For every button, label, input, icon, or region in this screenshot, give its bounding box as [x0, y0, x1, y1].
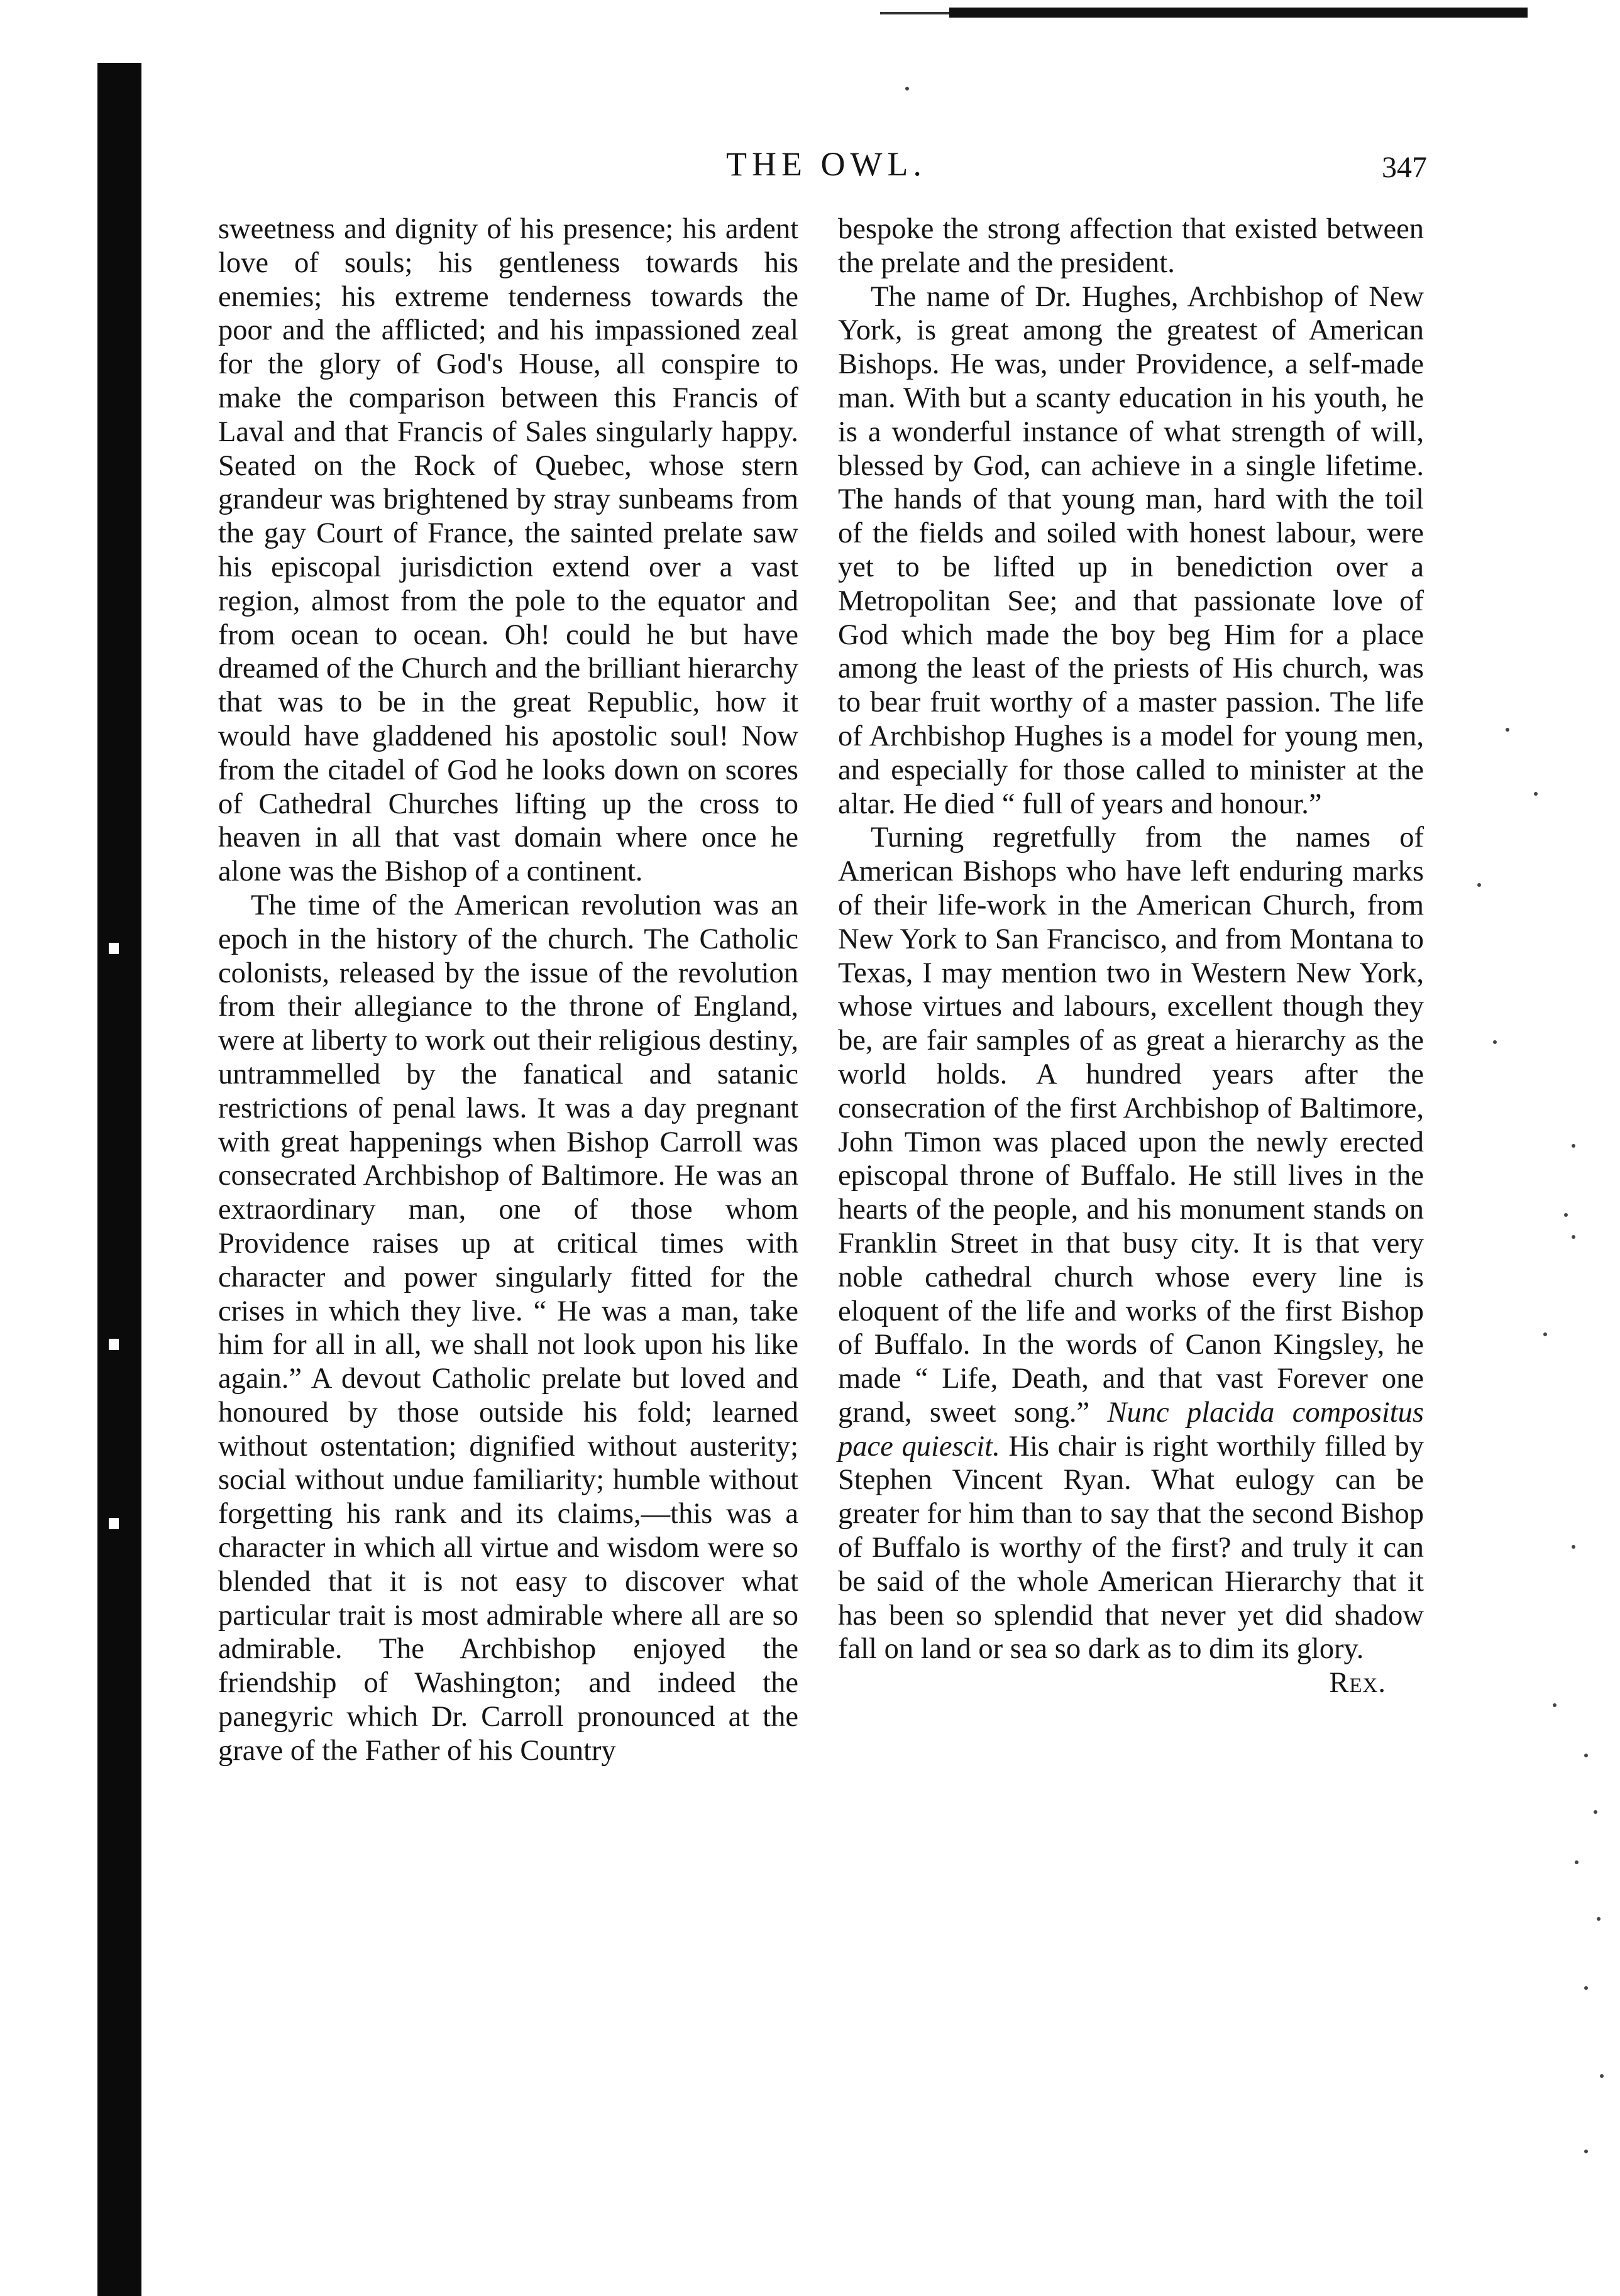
paragraph: bespoke the strong affection that existed between the prelate and the president. — [838, 213, 1424, 279]
running-title: THE OWL. — [726, 145, 927, 183]
latin-quotation: Nunc placida compositus pace quiescit. — [838, 1396, 1424, 1463]
binding-notch — [109, 1518, 119, 1529]
author-signature: Rex. — [1329, 1667, 1386, 1700]
binding-notch — [109, 1339, 119, 1350]
scan-binding-edge — [97, 63, 141, 2296]
top-rule — [949, 8, 1528, 18]
paragraph-text: Turning regretfully from the names of American Bishops who have left enduring marks of their life-work in the American Church, from New York to San Francisco, and from Montana to Texas, I may mention two in Western New York, whose virtues and labours, excellent though they be, are fair samples of as great a hierarchy as the world holds. A hundred years after the consecration of the first Archbishop of Baltimore, John Timon was placed upon the newly erected episcopal throne of Buffalo. He still lives in the hearts of the people, and his monument stands on Franklin Street in that busy city. It is that very noble cathedral church whose every line is eloquent of the life and works of the first Bishop of Buffalo. In the words of Canon Kingsley, he made “ Life, Death, and that vast Forever one grand, sweet song.” — [838, 821, 1424, 1429]
paragraph: The name of Dr. Hughes, Archbishop of New York, is great among the greatest of American Bishops. He was, under Providence, a self-made man. With but a scanty education in his youth, he is a wonderful instance of what strength of will, blessed by God, can achieve in a single lifetime. The hands of that young man, hard with the toil of the fields and soiled with honest labour, were yet to be lifted up in benediction over a Metropolitan See; and that passionate love of God which made the boy beg Him for a place among the least of the priests of His church, was to bear fruit worthy of a master passion. The life of Archbishop Hughes is a model for young men, and especially for those called to minister at the altar. He died “ full of years and honour.” — [838, 280, 1424, 820]
left-column — [218, 212, 798, 2161]
binding-notch — [109, 943, 119, 954]
paragraph: sweetness and dignity of his presence; his ardent love of souls; his gentleness towards his enemies; his extreme tenderness towards the poor and the afflicted; and his impassioned zeal for the glory of God's House, all conspire to make the comparison between this Francis of Laval and that Francis of Sales singularly happy. Seated on the Rock of Quebec, whose stern grandeur was brightened by stray sunbeams from the gay Court of France, the sainted prelate saw his episcopal jurisdiction extend over a vast region, almost from the pole to the equator and from ocean to ocean. Oh! could he but have dreamed of the Church and the brilliant hierarchy that was to be in the great Republic, how it would have gladdened his apostolic soul! Now from the citadel of God he looks down on scores of Cathedral Churches lifting up the cross to heaven in all that vast domain where once he alone was the Bishop of a continent. — [218, 213, 798, 888]
paragraph — [838, 821, 1424, 1666]
page-header — [692, 141, 1496, 192]
right-column — [838, 212, 1424, 2161]
paragraph: The time of the American revolution was an epoch in the history of the church. The Catholic colonists, released by the issue of the revolution from their allegiance to the throne of England, were at liberty to work out their religious destiny, untrammelled by the fanatical and satanic restrictions of penal laws. It was a day pregnant with great happenings when Bishop Carroll was consecrated Archbishop of Baltimore. He was an extraordinary man, one of those whom Providence raises up at critical times with character and power singularly fitted for the crises in which they live. “ He was a man, take him for all in all, we shall not look upon his like again.” A devout Catholic prelate but loved and honoured by those outside his fold; learned without ostentation; dignified without austerity; social without undue familiarity; humble without forgetting his rank and its claims,—this was a character in which all virtue and wisdom were so blended that it is not easy to discover what particular trait is most admirable where all are so admirable. The Archbishop enjoyed the friendship of Washington; and indeed the panegyric which Dr. Carroll pronounced at the grave of the Father of his Country — [218, 889, 798, 1767]
paragraph-text: His chair is right worthily filled by Stephen Vincent Ryan. What eulogy can be greater for him than to say that the second Bishop of Buffalo is worthy of the first? and truly it can be said of the whole American Hierarchy that it has been so splendid that never yet did shadow fall on land or sea so dark as to dim its glory. — [838, 1430, 1424, 1666]
page-number: 347 — [1382, 151, 1427, 184]
